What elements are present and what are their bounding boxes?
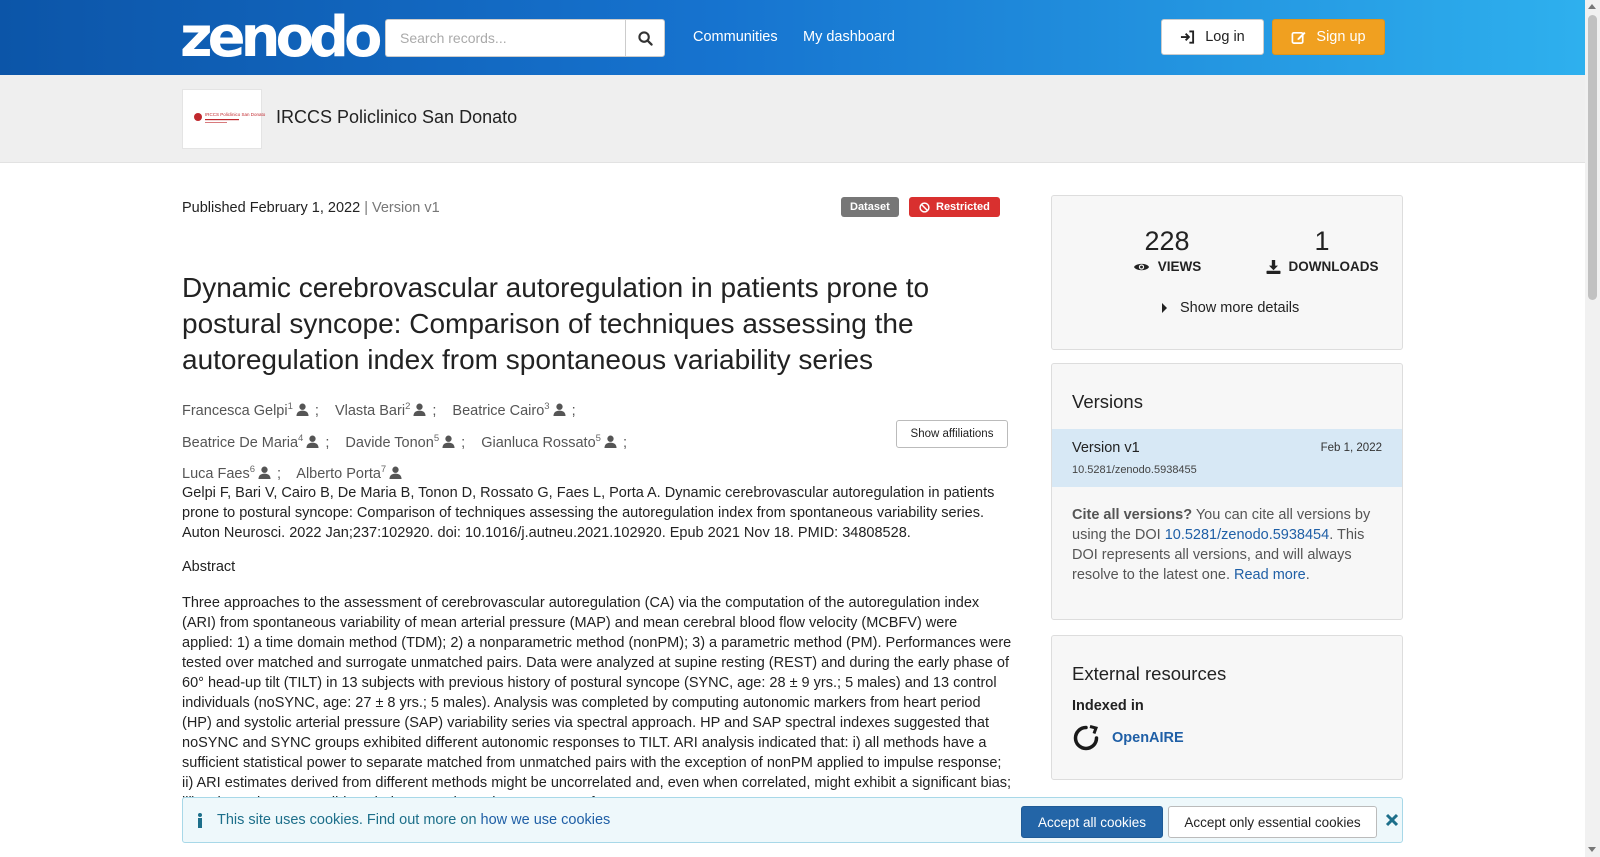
download-icon <box>1266 260 1281 274</box>
top-navbar <box>0 0 1585 75</box>
versions-heading: Versions <box>1072 391 1143 412</box>
page-scrollbar[interactable] <box>1585 0 1600 857</box>
author-affiliation-number: 1 <box>287 401 293 412</box>
cookie-message <box>197 812 610 828</box>
author[interactable] <box>452 403 587 419</box>
versions-card <box>1051 363 1403 620</box>
author-list <box>182 393 742 488</box>
author-separator: ; <box>622 434 627 451</box>
info-icon <box>197 813 203 828</box>
citation-text: Gelpi F, Bari V, Cairo B, De Maria B, Tonon D, Rossato G, Faes L, Porta A. Dynamic cerebrovascular autoregulation in patients prone to postural syncope: Comparison of techniques assessing the autoregulation index from spontaneous variability series. Auton Neurosci. 2022 Jan;237:102920. doi: 10.1016/j.autneu.2021.102920. Epub 2021 Nov 18. PMID: 34808528. <box>182 485 995 541</box>
cookie-text-body: This site uses cookies. Find out more on <box>217 812 481 828</box>
scroll-up-arrow[interactable] <box>1588 4 1596 9</box>
author-separator: ; <box>461 434 466 451</box>
cookie-text-content <box>217 812 610 828</box>
accept-all-cookies-button[interactable]: Accept all cookies <box>1021 806 1163 838</box>
user-icon <box>389 466 402 479</box>
read-more-link[interactable]: Read more <box>1234 567 1306 583</box>
user-icon <box>413 403 426 416</box>
search-button[interactable] <box>625 19 665 57</box>
search-box <box>385 19 665 57</box>
cookie-banner <box>182 797 1403 843</box>
author-name[interactable]: Luca Faes <box>182 466 250 483</box>
signup-label: Sign up <box>1316 29 1366 45</box>
cite-all-versions-bold: Cite all versions? <box>1072 507 1193 523</box>
author-affiliation-number: 7 <box>380 464 387 476</box>
accept-essential-cookies-button[interactable]: Accept only essential cookies <box>1168 806 1377 838</box>
author-name[interactable]: Gianluca Rossato <box>481 434 596 451</box>
community-logo-image <box>193 109 266 129</box>
record-title: Dynamic cerebrovascular autoregulation in patients prone to postural syncope: Comparison of techniques assessing the autoregulation index from spontaneous variability series <box>182 272 930 375</box>
cite-text-1: You can cite all versions by using the DOI <box>1072 507 1371 543</box>
author[interactable] <box>345 432 477 451</box>
author-name[interactable]: Beatrice Cairo <box>452 402 545 419</box>
search-input[interactable] <box>385 19 625 57</box>
author-affiliation-number: 2 <box>405 401 411 412</box>
author-separator: ; <box>325 434 330 451</box>
downloads-label: DOWNLOADS <box>1288 259 1379 274</box>
author-name[interactable]: Vlasta Bari <box>334 402 406 419</box>
zenodo-logo[interactable] <box>180 5 378 70</box>
user-icon <box>258 466 271 479</box>
login-button[interactable] <box>1161 19 1264 55</box>
nav-my-dashboard[interactable]: My dashboard <box>803 29 895 45</box>
access-status-label: Restricted <box>936 201 990 213</box>
cite-all-versions <box>1072 505 1387 585</box>
show-more-details[interactable] <box>1162 300 1299 316</box>
resource-type-badge: Dataset <box>841 197 899 217</box>
downloads-label-row <box>1252 259 1392 274</box>
community-header <box>0 75 1585 163</box>
openaire-icon <box>1072 724 1100 752</box>
views-stat <box>1097 226 1237 274</box>
author[interactable] <box>481 432 639 451</box>
edit-icon <box>1291 30 1306 45</box>
user-icon <box>553 403 566 416</box>
published-date: Published February 1, 2022 <box>182 200 361 216</box>
author-separator: ; <box>571 402 576 419</box>
author-name[interactable]: Beatrice De Maria <box>182 434 299 451</box>
concept-doi-link[interactable]: 10.5281/zenodo.5938454 <box>1164 527 1330 543</box>
author[interactable] <box>335 403 448 419</box>
author[interactable] <box>182 403 331 419</box>
user-icon <box>296 403 309 416</box>
author-name[interactable]: Davide Tonon <box>345 434 434 451</box>
author[interactable] <box>182 432 341 451</box>
author-affiliation-number: 6 <box>249 464 256 476</box>
version-date: Feb 1, 2022 <box>1320 442 1382 454</box>
user-icon <box>306 435 319 448</box>
published-info <box>182 200 440 216</box>
openaire-link[interactable] <box>1072 724 1184 752</box>
signup-button[interactable] <box>1272 19 1385 55</box>
show-more-details-label: Show more details <box>1180 300 1300 316</box>
author-affiliation-number: 5 <box>433 432 440 444</box>
downloads-stat <box>1252 226 1392 274</box>
close-icon[interactable] <box>1382 810 1402 830</box>
svg-text:IRCCS Policlinico San Donato: IRCCS Policlinico San Donato <box>205 112 266 117</box>
author-separator: ; <box>432 402 437 419</box>
views-label: VIEWS <box>1157 259 1202 274</box>
cite-period: . <box>1305 567 1310 583</box>
scroll-down-arrow[interactable] <box>1588 847 1596 852</box>
version-label: | Version v1 <box>364 200 440 216</box>
author[interactable] <box>296 466 402 482</box>
user-icon <box>604 435 617 448</box>
scroll-thumb[interactable] <box>1588 15 1597 300</box>
author-name[interactable]: Alberto Porta <box>296 466 381 483</box>
openaire-label: OpenAIRE <box>1112 730 1184 746</box>
version-item[interactable] <box>1052 429 1402 487</box>
cite-text-2: . This DOI represents all versions, and will always resolve to the latest one. <box>1072 527 1365 583</box>
author-affiliation-number: 5 <box>595 432 601 444</box>
eye-icon <box>1133 261 1150 273</box>
abstract-body: Three approaches to the assessment of cerebrovascular autoregulation (CA) via the computation of the autoregulation index (ARI) from spontaneous variability of mean arterial pressure (MAP) and mean cerebral blood flow velocity (MCBFV) were applied: 1) a time domain method (TDM); 2) a nonparametric method (nonPM); 3) a parametric method (PM). Performances were tested over matched and surrogate unmatched pairs. Data were analyzed at supine resting (REST) and during the early phase of 60° head-up tilt (TILT) in 13 subjects with previous history of postural syncope (SYNC, age: 28 ± 9 yrs.; 5 males) and 13 control individuals (noSYNC, age: 27 ± 8 yrs.; 5 males). Analysis was completed by computing autonomic markers from heart period (HP) and systolic arterial pressure (SAP) variability series via spectral approach. HP and SAP spectral indexes suggested that noSYNC and SYNC groups exhibited different autonomic responses to TILT. ARI analysis indicated that: i) all methods have a sufficient statistical power to separate matched from unmatched pairs with the exception of nonPM applied to impulse response; ii) ARI estimates derived from different methods might be uncorrelated and, even when correlated, might exhibit a significant bias; <box>182 595 1012 791</box>
search-icon <box>638 31 653 46</box>
external-resources-heading: External resources <box>1072 663 1227 684</box>
user-icon <box>442 435 455 448</box>
version-doi: 10.5281/zenodo.5938455 <box>1072 464 1197 476</box>
nav-communities[interactable]: Communities <box>693 29 778 45</box>
abstract-text <box>182 593 1012 813</box>
community-name[interactable]: IRCCS Policlinico San Donato <box>276 107 518 127</box>
author[interactable] <box>182 466 293 482</box>
author-separator: ; <box>314 402 319 419</box>
caret-right-icon <box>1162 303 1168 313</box>
author-separator: ; <box>277 466 282 483</box>
ban-icon <box>919 202 930 213</box>
community-logo[interactable] <box>182 89 266 149</box>
show-affiliations-button[interactable]: Show affiliations <box>896 420 1008 448</box>
author-affiliation-number: 4 <box>298 432 304 444</box>
version-name[interactable]: Version v1 <box>1072 440 1140 456</box>
views-count: 228 <box>1144 226 1190 256</box>
external-resources-card <box>1051 635 1403 780</box>
login-label: Log in <box>1205 29 1245 45</box>
views-label-row <box>1097 259 1237 274</box>
sign-in-icon <box>1180 30 1195 44</box>
abstract-heading: Abstract <box>182 559 236 575</box>
svg-text:zenodo: zenodo <box>180 5 378 70</box>
author-affiliation-number: 3 <box>544 401 550 412</box>
author-name[interactable]: Francesca Gelpi <box>182 402 288 419</box>
indexed-in-label: Indexed in <box>1072 698 1144 714</box>
cookie-policy-link[interactable]: how we use cookies <box>480 812 611 828</box>
access-status-badge <box>909 197 1000 217</box>
downloads-count: 1 <box>1314 226 1330 256</box>
stats-card <box>1051 195 1403 350</box>
